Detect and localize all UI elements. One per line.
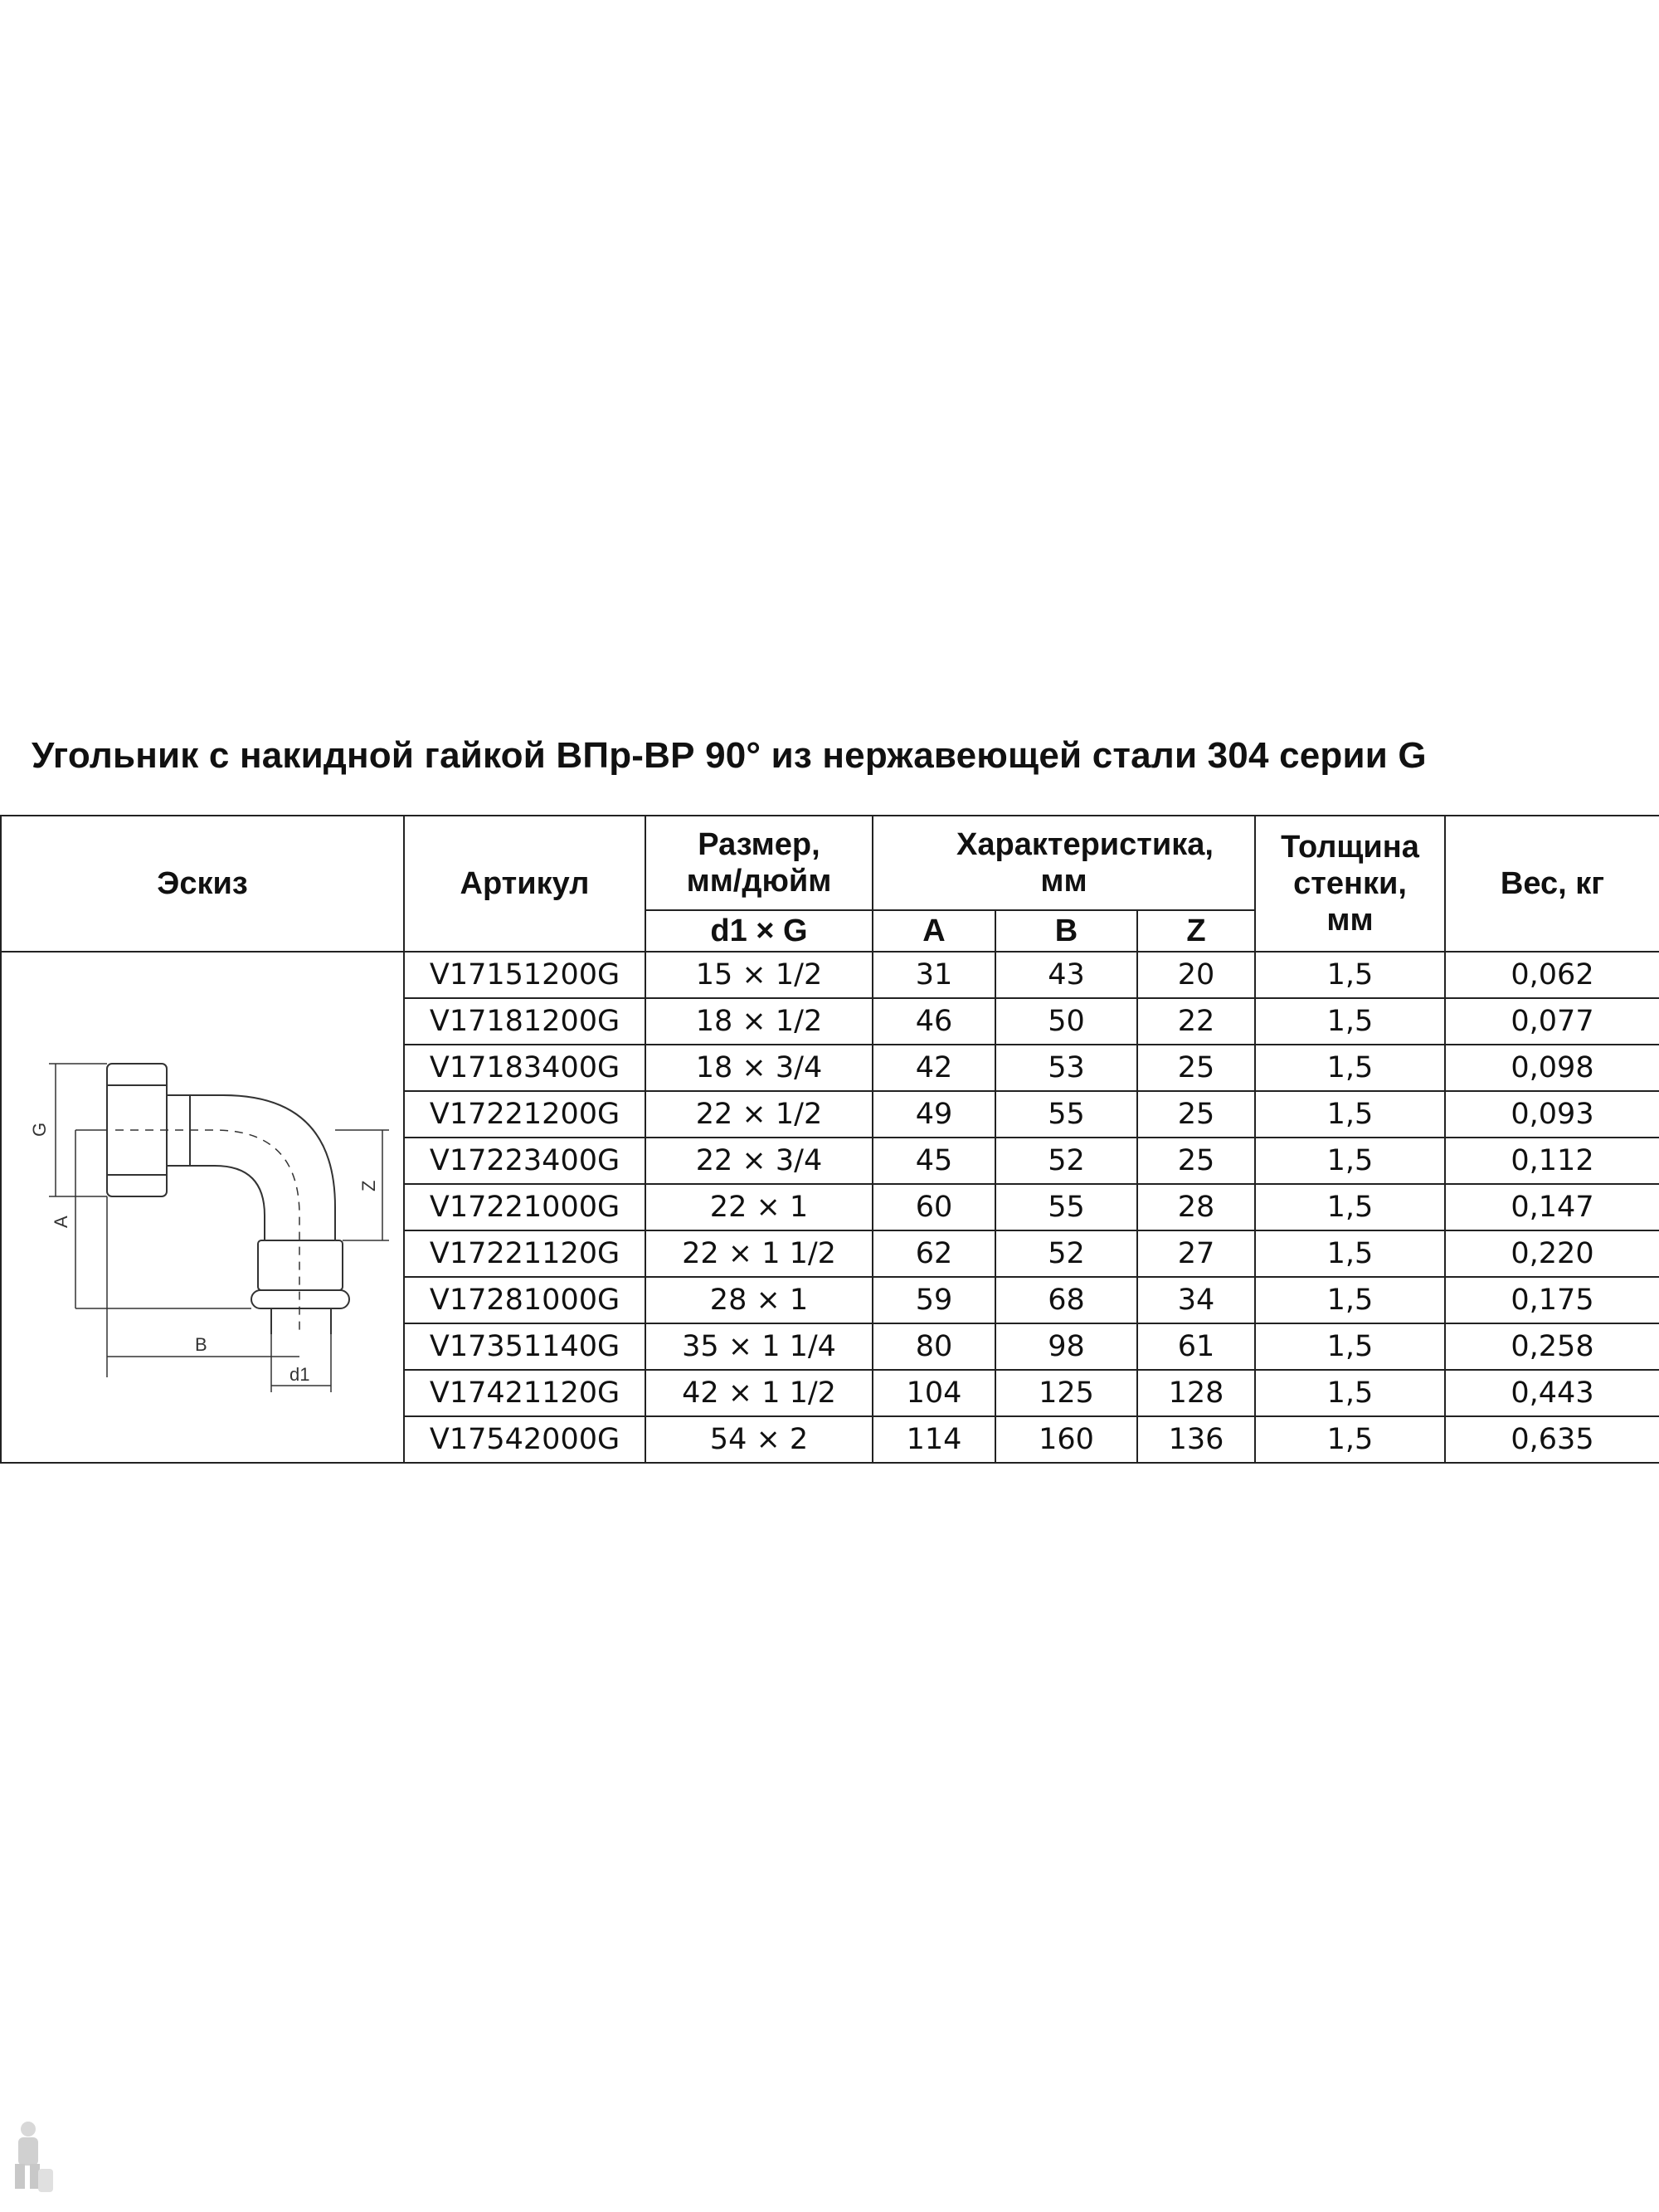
- cell-z: 20: [1137, 952, 1255, 998]
- cell-size: 35 × 1 1/4: [645, 1323, 873, 1370]
- cell-wall: 1,5: [1255, 1370, 1445, 1416]
- cell-a: 59: [873, 1277, 995, 1323]
- cell-z: 27: [1137, 1230, 1255, 1277]
- cell-b: 52: [995, 1138, 1137, 1184]
- cell-article: V17221200G: [404, 1091, 645, 1138]
- cell-b: 98: [995, 1323, 1137, 1370]
- cell-size: 22 × 1: [645, 1184, 873, 1230]
- cell-weight: 0,635: [1445, 1416, 1659, 1463]
- cell-size: 18 × 3/4: [645, 1045, 873, 1091]
- header-char-z: Z: [1137, 910, 1255, 952]
- cell-a: 104: [873, 1370, 995, 1416]
- cell-b: 55: [995, 1184, 1137, 1230]
- cell-b: 50: [995, 998, 1137, 1045]
- cell-a: 31: [873, 952, 995, 998]
- cell-weight: 0,443: [1445, 1370, 1659, 1416]
- header-char-b: B: [995, 910, 1137, 952]
- cell-article: V17151200G: [404, 952, 645, 998]
- cell-article: V17221120G: [404, 1230, 645, 1277]
- cell-a: 80: [873, 1323, 995, 1370]
- sketch-label-d1: d1: [289, 1364, 310, 1385]
- cell-b: 43: [995, 952, 1137, 998]
- header-size: Размер, мм/дюйм: [645, 816, 873, 910]
- cell-z: 25: [1137, 1138, 1255, 1184]
- cell-a: 45: [873, 1138, 995, 1184]
- cell-size: 54 × 2: [645, 1416, 873, 1463]
- cell-z: 61: [1137, 1323, 1255, 1370]
- cell-wall: 1,5: [1255, 1323, 1445, 1370]
- header-article: Артикул: [404, 816, 645, 952]
- header-char-a: A: [873, 910, 995, 952]
- plumber-logo-icon: [5, 2117, 56, 2200]
- cell-wall: 1,5: [1255, 1045, 1445, 1091]
- cell-a: 60: [873, 1184, 995, 1230]
- watermark-icon: [1637, 2104, 1651, 2195]
- sketch-label-a: A: [51, 1216, 71, 1228]
- cell-wall: 1,5: [1255, 952, 1445, 998]
- header-characteristic: Характеристика, мм: [873, 816, 1255, 910]
- cell-wall: 1,5: [1255, 1138, 1445, 1184]
- cell-size: 22 × 1/2: [645, 1091, 873, 1138]
- sketch-cell: [1, 952, 404, 1463]
- cell-b: 160: [995, 1416, 1137, 1463]
- cell-article: V17183400G: [404, 1045, 645, 1091]
- header-weight: Вес, кг: [1445, 816, 1659, 952]
- cell-article: V17181200G: [404, 998, 645, 1045]
- page-title: Угольник с накидной гайкой ВПр-ВР 90° из нержавеющей стали 304 серии G: [32, 735, 1427, 776]
- table-row: [1, 952, 1659, 998]
- cell-wall: 1,5: [1255, 998, 1445, 1045]
- cell-a: 62: [873, 1230, 995, 1277]
- cell-a: 42: [873, 1045, 995, 1091]
- cell-weight: 0,077: [1445, 998, 1659, 1045]
- cell-a: 46: [873, 998, 995, 1045]
- cell-z: 34: [1137, 1277, 1255, 1323]
- cell-weight: 0,098: [1445, 1045, 1659, 1091]
- cell-z: 28: [1137, 1184, 1255, 1230]
- cell-wall: 1,5: [1255, 1230, 1445, 1277]
- cell-size: 18 × 1/2: [645, 998, 873, 1045]
- cell-article: V17223400G: [404, 1138, 645, 1184]
- cell-wall: 1,5: [1255, 1416, 1445, 1463]
- cell-z: 136: [1137, 1416, 1255, 1463]
- cell-wall: 1,5: [1255, 1277, 1445, 1323]
- cell-a: 49: [873, 1091, 995, 1138]
- table-body: [1, 952, 1659, 1463]
- cell-size: 22 × 3/4: [645, 1138, 873, 1184]
- cell-b: 53: [995, 1045, 1137, 1091]
- cell-wall: 1,5: [1255, 1091, 1445, 1138]
- cell-z: 22: [1137, 998, 1255, 1045]
- cell-weight: 0,258: [1445, 1323, 1659, 1370]
- cell-b: 68: [995, 1277, 1137, 1323]
- sketch-label-b: B: [195, 1334, 207, 1355]
- cell-wall: 1,5: [1255, 1184, 1445, 1230]
- cell-weight: 0,175: [1445, 1277, 1659, 1323]
- cell-article: V17542000G: [404, 1416, 645, 1463]
- cell-weight: 0,112: [1445, 1138, 1659, 1184]
- header-sketch: Эскиз: [1, 816, 404, 952]
- sketch-label-g: G: [29, 1122, 50, 1137]
- cell-z: 128: [1137, 1370, 1255, 1416]
- cell-article: V17281000G: [404, 1277, 645, 1323]
- cell-article: V17351140G: [404, 1323, 645, 1370]
- spec-table: [0, 815, 1659, 1464]
- cell-z: 25: [1137, 1045, 1255, 1091]
- cell-b: 52: [995, 1230, 1137, 1277]
- cell-weight: 0,093: [1445, 1091, 1659, 1138]
- cell-z: 25: [1137, 1091, 1255, 1138]
- header-wall: Толщина стенки, мм: [1255, 816, 1445, 952]
- cell-weight: 0,147: [1445, 1184, 1659, 1230]
- cell-weight: 0,062: [1445, 952, 1659, 998]
- cell-size: 22 × 1 1/2: [645, 1230, 873, 1277]
- cell-b: 125: [995, 1370, 1137, 1416]
- cell-size: 15 × 1/2: [645, 952, 873, 998]
- header-size-sub: d1 × G: [645, 910, 873, 952]
- cell-a: 114: [873, 1416, 995, 1463]
- elbow-sketch-icon: [7, 1012, 397, 1402]
- cell-article: V17421120G: [404, 1370, 645, 1416]
- cell-article: V17221000G: [404, 1184, 645, 1230]
- sketch-label-z: Z: [358, 1180, 379, 1191]
- cell-size: 28 × 1: [645, 1277, 873, 1323]
- cell-b: 55: [995, 1091, 1137, 1138]
- cell-weight: 0,220: [1445, 1230, 1659, 1277]
- cell-size: 42 × 1 1/2: [645, 1370, 873, 1416]
